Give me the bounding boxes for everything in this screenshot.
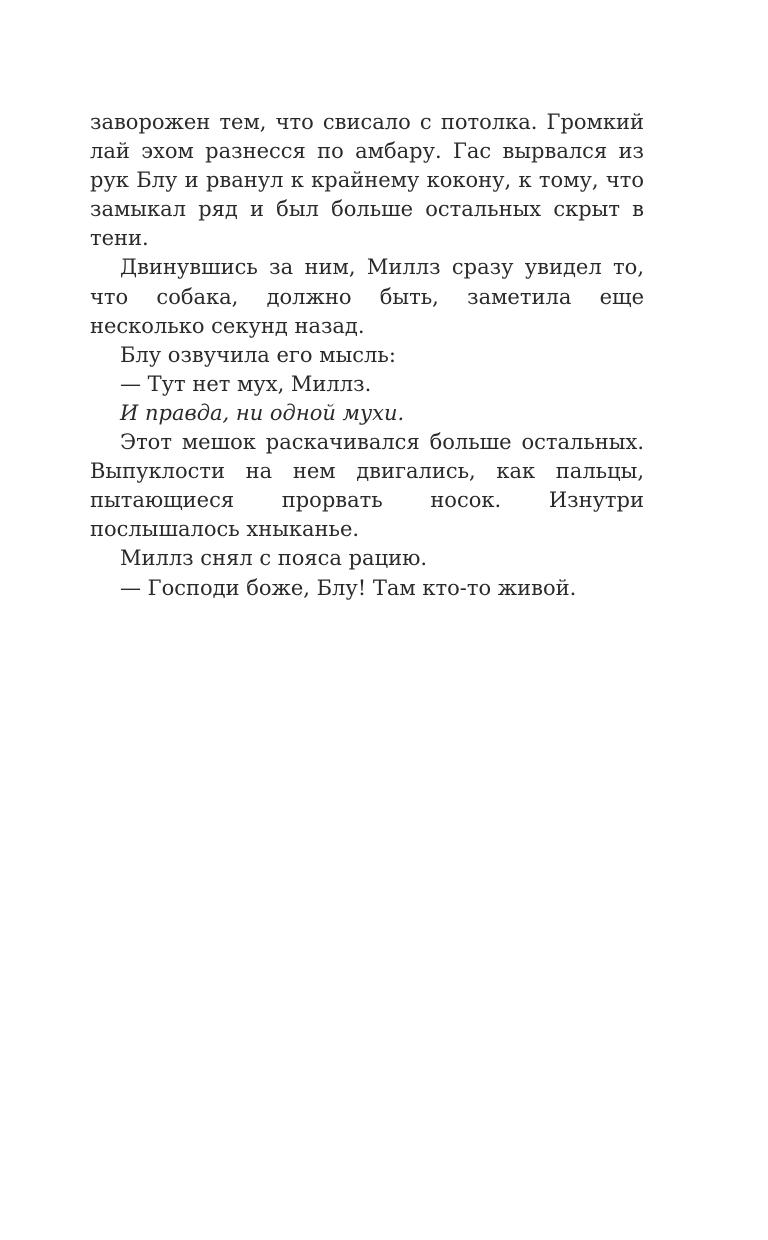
dialogue-line: — Господи боже, Блу! Там кто-то живой. bbox=[120, 575, 577, 600]
paragraph: Этот мешок раскачивался больше остальных. Выпуклости на нем двигались, как пальцы, пытающиеся прорвать носок. Изнутри послышалось хныканье. bbox=[90, 430, 644, 542]
dialogue-line: — Тут нет мух, Миллз. bbox=[120, 371, 372, 396]
italic-thought: И правда, ни одной мухи. bbox=[120, 400, 405, 425]
paragraph: Миллз снял с пояса рацию. bbox=[120, 546, 428, 571]
paragraph: Двинувшись за ним, Миллз сразу увидел то, что собака, должно быть, заметила еще несколько секунд назад. bbox=[90, 255, 644, 338]
paragraph: Блу озвучила его мысль: bbox=[120, 342, 396, 367]
paragraph-continuation: заворожен тем, что свисало с потолка. Громкий лай эхом разнесся по амбару. Гас вырвался из рук Блу и рванул к крайнему кокону, к тому, что замыкал ряд и был больше остальных скрыт в тени. bbox=[90, 110, 644, 251]
book-page-text bbox=[90, 108, 644, 603]
